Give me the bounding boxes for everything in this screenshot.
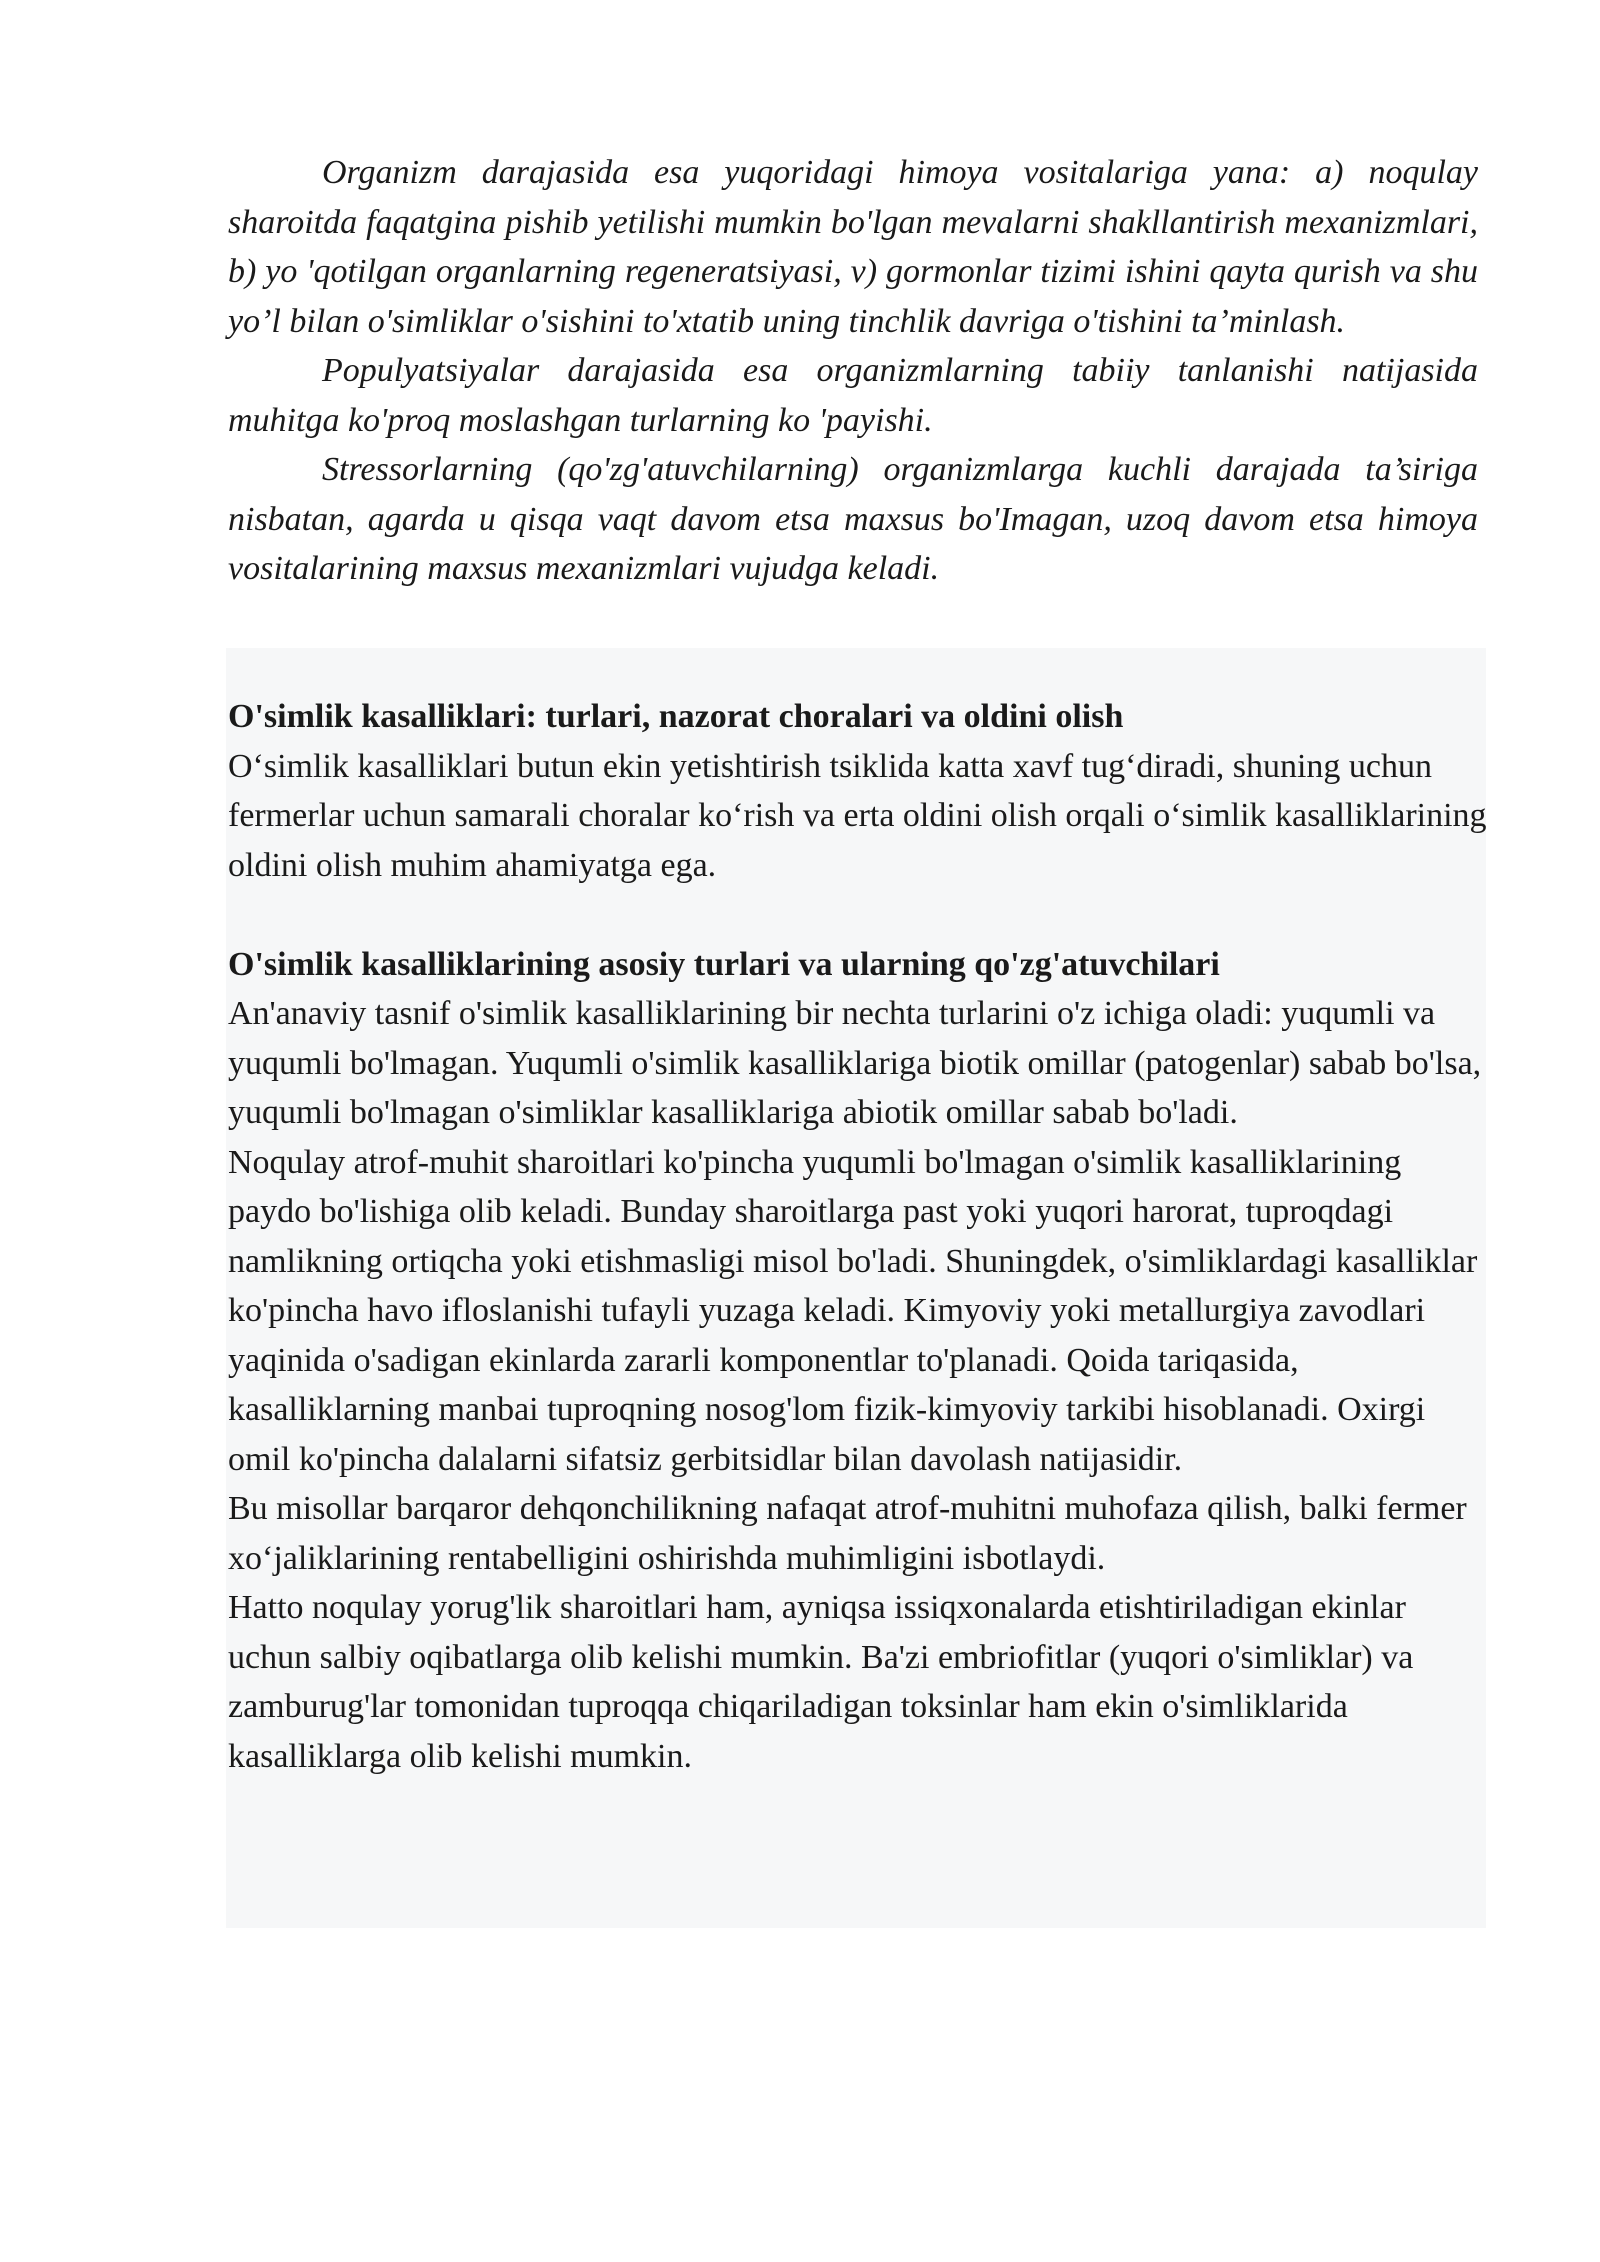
paragraph-plant-diseases-intro: O‘simlik kasalliklari butun ekin yetishtirish tsiklida katta xavf tug‘diradi, shuning uchun fermerlar uchun samarali choralar ko‘rish va erta oldini olish orqali o‘simlik kasalliklarining oldini olish muhim ahamiyatga ega. bbox=[228, 747, 1487, 884]
paragraph-environment-conditions: Noqulay atrof-muhit sharoitlari ko'pincha yuqumli bo'lmagan o'simlik kasalliklarining paydo bo'lishiga olib keladi. Bunday sharoitlarga past yoki yuqori harorat, tuproqdagi namlikning ortiqcha yoki etishmasligi misol bo'ladi. Shuningdek, o'simliklardagi kasalliklar ko'pincha havo ifloslanishi tufayli yuzaga keladi. Kimyoviy yoki metallurgiya zavodlari yaqinida o'sadigan ekinlarda zararli komponentlar to'planadi. Qoida tariqasida, kasalliklarning manbai tuproqning nosog'lom fizik-kimyoviy tarkibi hisoblanadi. Oxirgi omil ko'pincha dalalarni sifatsiz gerbitsidlar bilan davolash natijasidir. bbox=[228, 1143, 1478, 1478]
section-heading-plant-diseases: O'simlik kasalliklari: turlari, nazorat choralari va oldini olish bbox=[228, 698, 1124, 735]
paragraph-stressors: Stressorlarning (qo'zg'atuvchilarning) organizmlarga kuchli darajada ta’siriga nisbatan, agarda u qisqa vaqt davom etsa maxsus bo'Imagan, uzoq davom etsa himoya vositalarining maxsus mexanizmlari vujudga keladi. bbox=[228, 451, 1478, 587]
paragraph-population-level: Populyatsiyalar darajasida esa organizmlarning tabiiy tanlanishi natijasida muhitga ko'proq moslashgan turlarning ko 'payishi. bbox=[228, 352, 1478, 439]
paragraph-classification: An'anaviy tasnif o'simlik kasalliklarining bir nechta turlarini o'z ichiga oladi: yuqumli va yuqumli bo'lmagan. Yuqumli o'simlik kasalliklariga biotik omillar (patogenlar) sabab bo'lsa, yuqumli bo'lmagan o'simliklar kasalliklariga abiotik omillar sabab bo'ladi. bbox=[228, 995, 1482, 1131]
italic-text-section bbox=[228, 148, 1478, 594]
spacer bbox=[228, 890, 1488, 940]
paragraph-organism-level: Organizm darajasida esa yuqoridagi himoya vositalariga yana: a) noqulay sharoitda faqatgina pishib yetilishi mumkin bo'lgan mevalarni shakllantirish mexanizmlari, b) yo 'qotilgan organlarning regeneratsiyasi, v) gormonlar tizimi ishini qayta qurish va shu yo’l bilan o'simliklar o'sishini to'xtatib uning tinchlik davriga o'tishini ta’minlash. bbox=[228, 154, 1478, 340]
section-heading-disease-types: O'simlik kasalliklarining asosiy turlari va ularning qo'zg'atuvchilari bbox=[228, 945, 1220, 983]
paragraph-light-conditions: Hatto noqulay yorug'lik sharoitlari ham, ayniqsa issiqxonalarda etishtiriladigan ekinlar uchun salbiy oqibatlarga olib kelishi mumkin. Ba'zi embriofitlar (yuqori o'simliklar) va zamburug'lar tomonidan tuproqqa chiqariladigan toksinlar ham ekin o'simliklarida kasalliklarga olib kelishi mumkin. bbox=[228, 1589, 1414, 1775]
plant-diseases-section bbox=[228, 692, 1488, 1781]
paragraph-sustainable-farming: Bu misollar barqaror dehqonchilikning nafaqat atrof-muhitni muhofaza qilish, balki fermer xo‘jaliklarining rentabelligini oshirishda muhimligini isbotlaydi. bbox=[228, 1490, 1467, 1577]
